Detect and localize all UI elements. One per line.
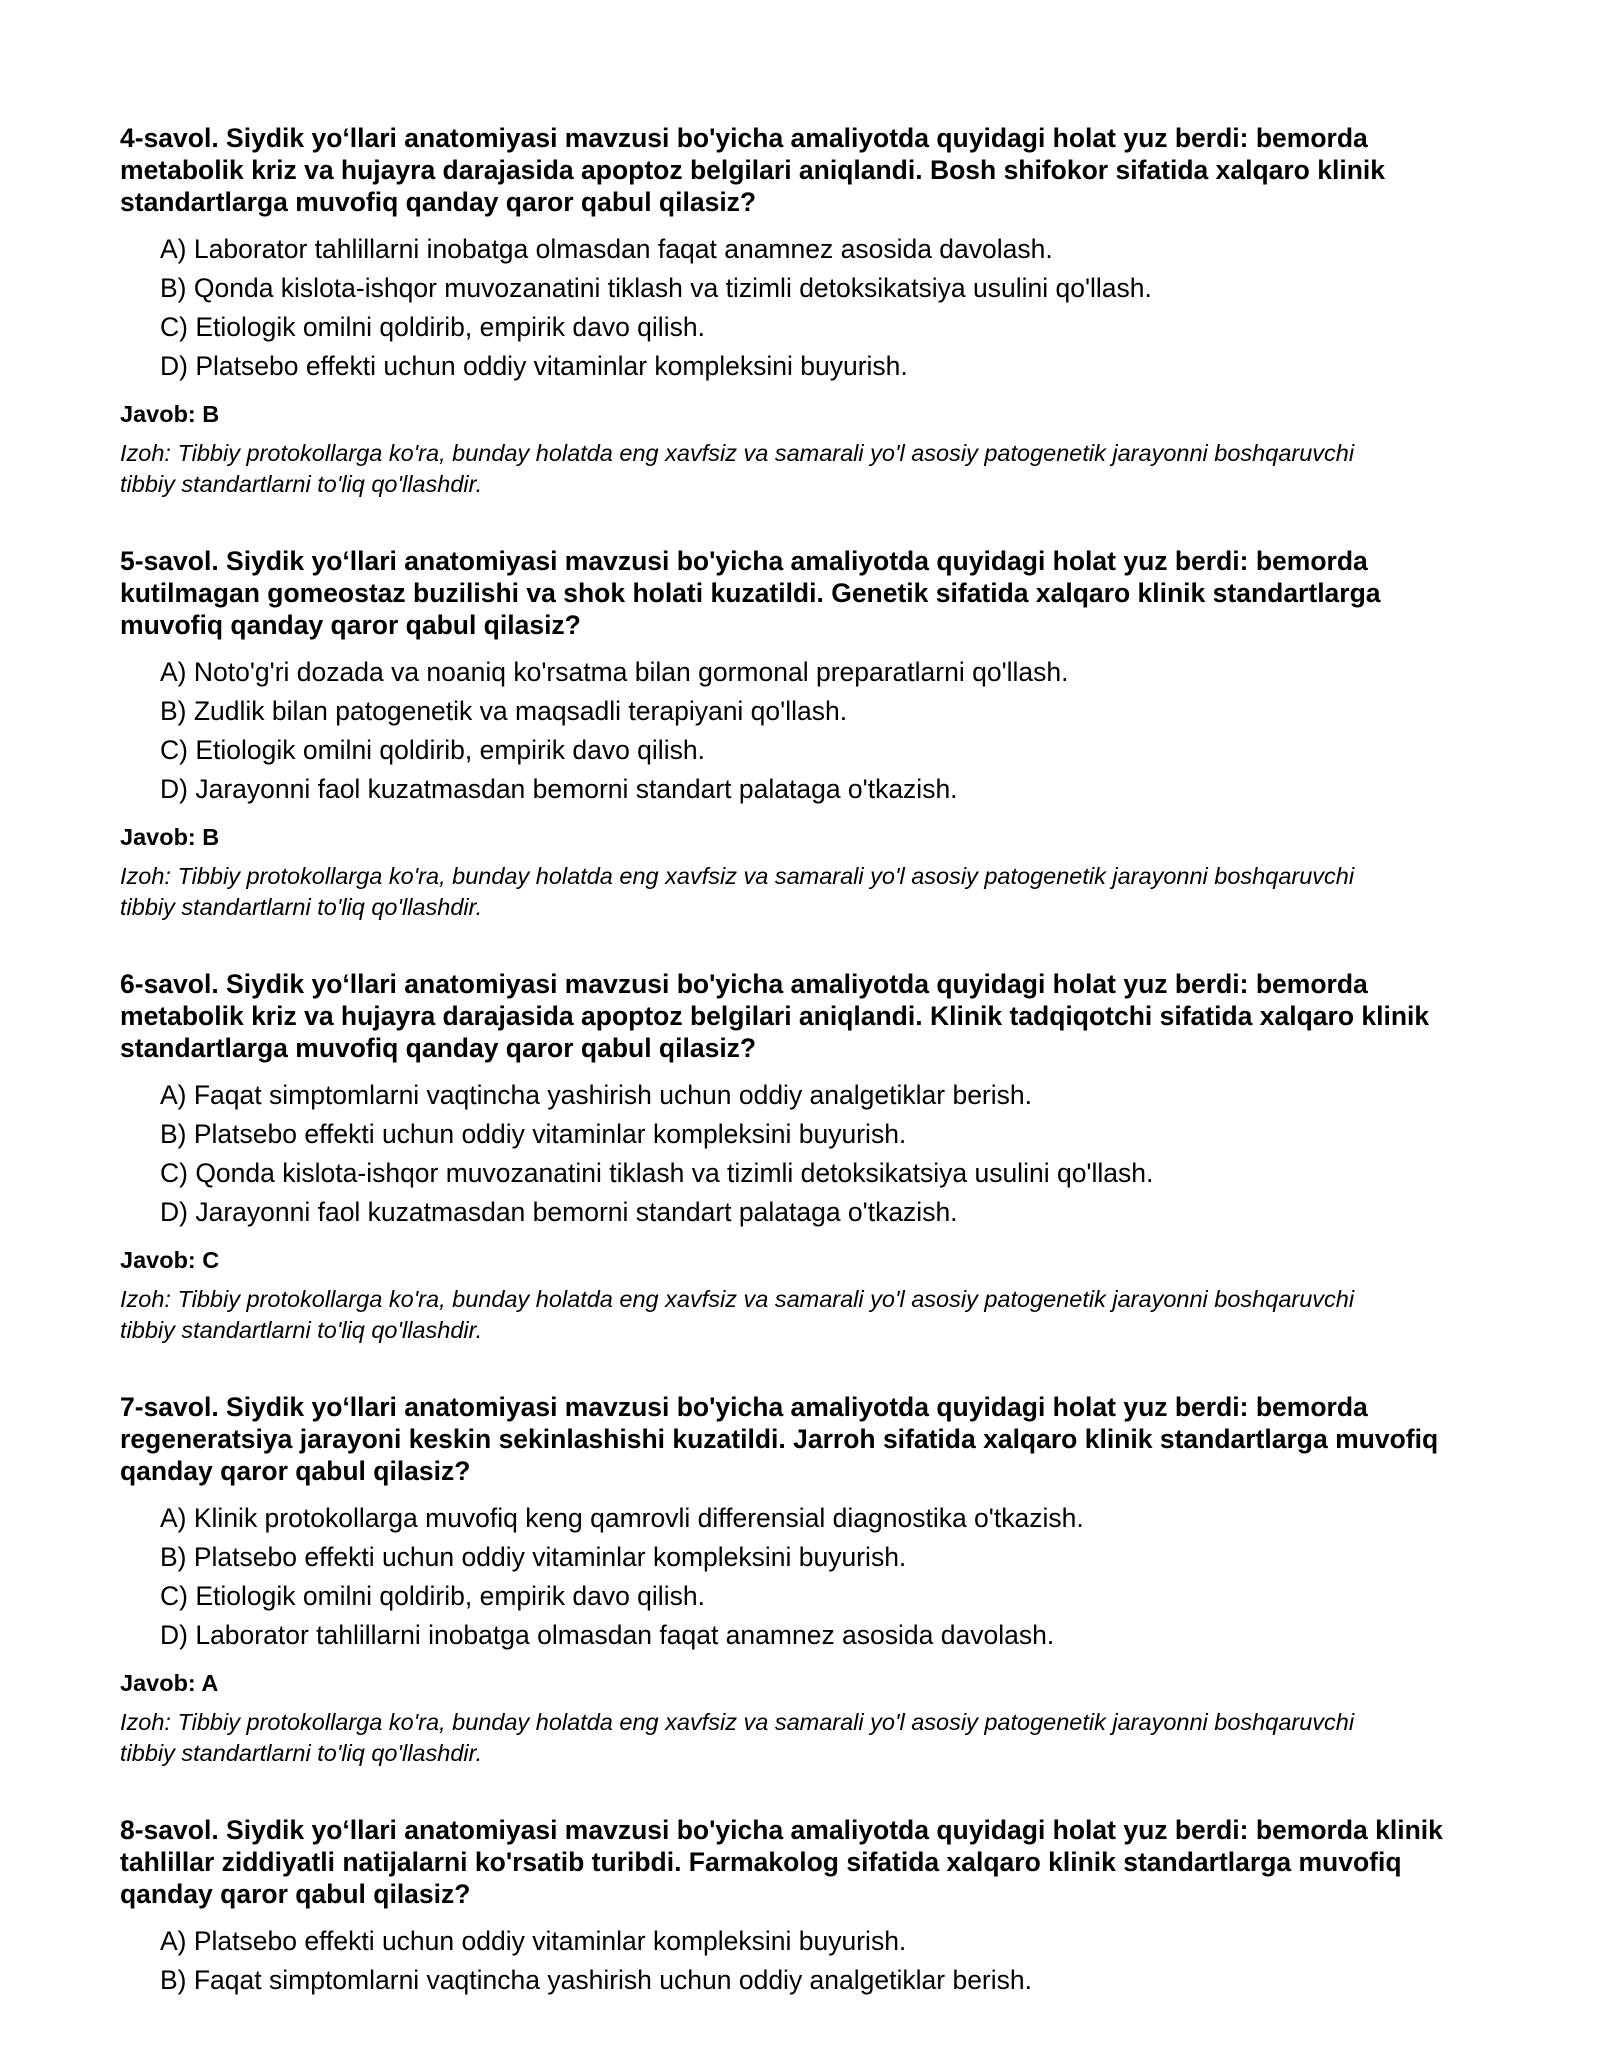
option-d: D) Platsebo effekti uchun oddiy vitaminlar kompleksini buyurish. (160, 351, 908, 381)
option-b: B) Qonda kislota-ishqor muvozanatini tiklash va tizimli detoksikatsiya usulini qo'llash. (160, 273, 1152, 303)
question-title: 4-savol. Siydik yo‘llari anatomiyasi mavzusi bo'yicha amaliyotda quyidagi holat yuz berdi: bemorda metabolik kriz va hujayra darajasida apoptoz belgilari aniqlandi. Bosh shifokor sifatida xalqaro klinik standartlarga muvofiq qanday qaror qabul qilasiz? (120, 123, 1385, 217)
option-b: B) Faqat simptomlarni vaqtincha yashirish uchun oddiy analgetiklar berish. (160, 1965, 1032, 1995)
explanation-note: Izoh: Tibbiy protokollarga ko'ra, bunday holatda eng xavfsiz va samarali yo'l asosiy patogenetik jarayonni boshqaruvchi tibbiy standartlarni to'liq qo'llashdir. (120, 863, 1355, 920)
option-list (120, 1076, 1490, 1232)
answer-label: Javob: C (120, 1247, 220, 1273)
explanation-note: Izoh: Tibbiy protokollarga ko'ra, bunday holatda eng xavfsiz va samarali yo'l asosiy patogenetik jarayonni boshqaruvchi tibbiy standartlarni to'liq qo'llashdir. (120, 1709, 1355, 1766)
option-c: C) Etiologik omilni qoldirib, empirik davo qilish. (160, 1581, 705, 1611)
answer-label: Javob: B (120, 401, 220, 427)
answer-label: Javob: A (120, 1670, 219, 1696)
option-c: C) Etiologik omilni qoldirib, empirik davo qilish. (160, 735, 705, 765)
question-5 (120, 545, 1490, 923)
question-title: 7-savol. Siydik yo‘llari anatomiyasi mavzusi bo'yicha amaliyotda quyidagi holat yuz berdi: bemorda regeneratsiya jarayoni keskin sekinlashishi kuzatildi. Jarroh sifatida xalqaro klinik standartlarga muvofiq qanday qaror qabul qilasiz? (120, 1392, 1439, 1486)
question-title: 8-savol. Siydik yo‘llari anatomiyasi mavzusi bo'yicha amaliyotda quyidagi holat yuz berdi: bemorda klinik tahlillar ziddiyatli natijalarni ko'rsatib turibdi. Farmakolog sifatida xalqaro klinik standartlarga muvofiq qanday qaror qabul qilasiz? (120, 1815, 1443, 1909)
question-7 (120, 1391, 1490, 1769)
option-c: C) Etiologik omilni qoldirib, empirik davo qilish. (160, 312, 705, 342)
option-list (120, 1499, 1490, 1655)
explanation-note: Izoh: Tibbiy protokollarga ko'ra, bunday holatda eng xavfsiz va samarali yo'l asosiy patogenetik jarayonni boshqaruvchi tibbiy standartlarni to'liq qo'llashdir. (120, 440, 1355, 497)
option-b: B) Zudlik bilan patogenetik va maqsadli terapiyani qo'llash. (160, 696, 848, 726)
option-a: A) Laborator tahlillarni inobatga olmasdan faqat anamnez asosida davolash. (160, 234, 1053, 264)
question-title: 5-savol. Siydik yo‘llari anatomiyasi mavzusi bo'yicha amaliyotda quyidagi holat yuz berdi: bemorda kutilmagan gomeostaz buzilishi va shok holati kuzatildi. Genetik sifatida xalqaro klinik standartlarga muvofiq qanday qaror qabul qilasiz? (120, 546, 1381, 640)
option-b: B) Platsebo effekti uchun oddiy vitaminlar kompleksini buyurish. (160, 1119, 907, 1149)
option-c: C) Qonda kislota-ishqor muvozanatini tiklash va tizimli detoksikatsiya usulini qo'llash. (160, 1158, 1154, 1188)
question-6 (120, 968, 1490, 1346)
option-a: A) Faqat simptomlarni vaqtincha yashirish uchun oddiy analgetiklar berish. (160, 1080, 1032, 1110)
option-list (120, 653, 1490, 809)
question-4 (120, 122, 1490, 500)
explanation-note: Izoh: Tibbiy protokollarga ko'ra, bunday holatda eng xavfsiz va samarali yo'l asosiy patogenetik jarayonni boshqaruvchi tibbiy standartlarni to'liq qo'llashdir. (120, 1286, 1355, 1343)
option-list (120, 230, 1490, 386)
option-a: A) Klinik protokollarga muvofiq keng qamrovli differensial diagnostika o'tkazish. (160, 1503, 1084, 1533)
option-a: A) Platsebo effekti uchun oddiy vitaminlar kompleksini buyurish. (160, 1926, 907, 1956)
option-d: D) Jarayonni faol kuzatmasdan bemorni standart palataga o'tkazish. (160, 1197, 958, 1227)
option-a: A) Noto'g'ri dozada va noaniq ko'rsatma bilan gormonal preparatlarni qo'llash. (160, 657, 1069, 687)
option-d: D) Laborator tahlillarni inobatga olmasdan faqat anamnez asosida davolash. (160, 1620, 1055, 1650)
option-d: D) Jarayonni faol kuzatmasdan bemorni standart palataga o'tkazish. (160, 774, 958, 804)
question-8 (120, 1814, 1490, 2000)
option-b: B) Platsebo effekti uchun oddiy vitaminlar kompleksini buyurish. (160, 1542, 907, 1572)
question-title: 6-savol. Siydik yo‘llari anatomiyasi mavzusi bo'yicha amaliyotda quyidagi holat yuz berdi: bemorda metabolik kriz va hujayra darajasida apoptoz belgilari aniqlandi. Klinik tadqiqotchi sifatida xalqaro klinik standartlarga muvofiq qanday qaror qabul qilasiz? (120, 969, 1430, 1063)
answer-label: Javob: B (120, 824, 220, 850)
option-list (120, 1922, 1490, 2000)
